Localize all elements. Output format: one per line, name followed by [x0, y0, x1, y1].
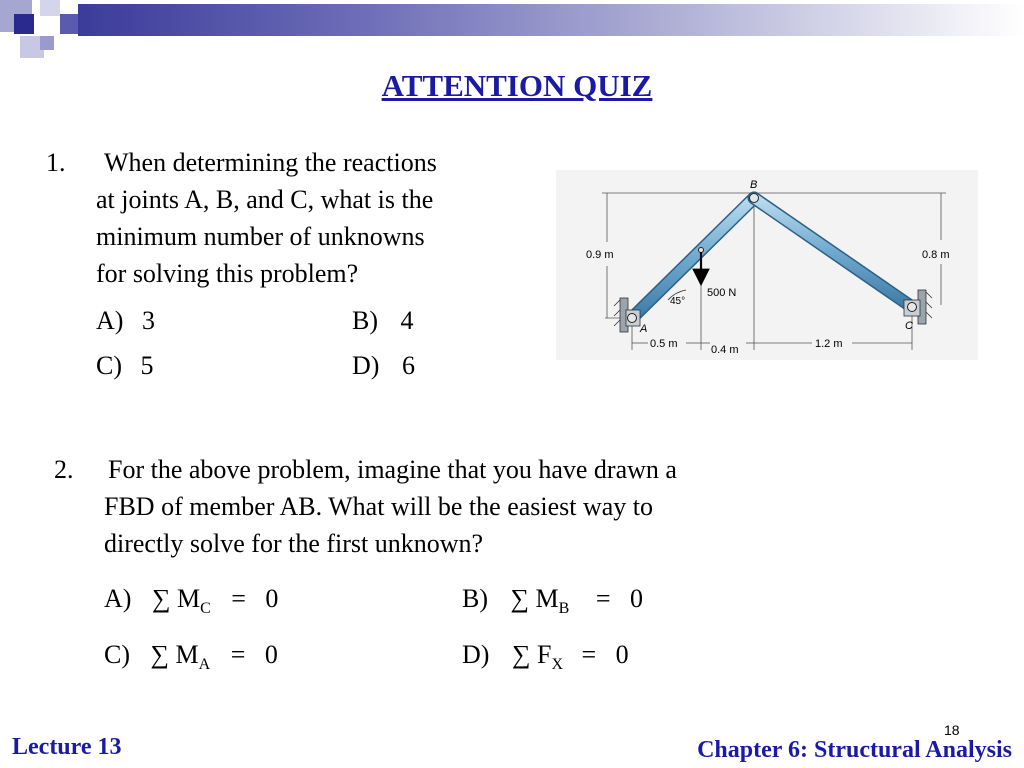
q1-line-4: for solving this problem?	[96, 259, 359, 288]
q2-option-equation: = 0	[581, 640, 629, 669]
label-a: A	[640, 323, 648, 335]
label-dim-12: 1.2 m	[815, 338, 843, 350]
label-dim-05: 0.5 m	[650, 338, 678, 350]
q2-option-letter: C)	[104, 640, 130, 669]
q1-number: 1.	[46, 148, 66, 177]
q2-option-subscript: C	[200, 600, 211, 617]
q2-option-symbol: ∑ F	[511, 640, 552, 669]
q2-line-1: For the above problem, imagine that you have drawn a	[108, 455, 677, 484]
q2-option-b[interactable]	[462, 584, 643, 617]
slide-title: ATTENTION QUIZ	[381, 68, 653, 103]
q2-option-subscript: X	[551, 656, 563, 673]
q1-option-value: 4	[400, 306, 414, 335]
footer-chapter: Chapter 6: Structural Analysis	[697, 737, 1012, 763]
q2-option-letter: B)	[462, 584, 488, 613]
q1-option-c[interactable]	[96, 351, 154, 381]
label-c: C	[905, 320, 913, 332]
footer-lecture: Lecture 13	[12, 734, 122, 760]
q2-option-equation: = 0	[595, 584, 643, 613]
q1-option-letter: B)	[352, 306, 378, 335]
frame-diagram	[552, 165, 982, 365]
label-angle: 45°	[670, 296, 686, 307]
q2-option-subscript: A	[198, 656, 211, 673]
q2-option-letter: A)	[104, 584, 132, 613]
label-height-right: 0.8 m	[922, 249, 950, 261]
q2-option-equation: = 0	[230, 640, 278, 669]
label-height-left: 0.9 m	[586, 249, 614, 261]
q1-option-a[interactable]	[96, 306, 155, 336]
q2-line-2: FBD of member AB. What will be the easiest way to	[104, 492, 654, 521]
q1-line-1: When determining the reactions	[104, 148, 437, 177]
q2-option-letter: D)	[462, 640, 490, 669]
label-dim-04: 0.4 m	[711, 344, 739, 356]
q1-line-3: minimum number of unknowns	[96, 222, 425, 251]
q2-option-symbol: ∑ M	[150, 640, 199, 669]
q2-option-equation: = 0	[231, 584, 279, 613]
q2-option-symbol: ∑ M	[510, 584, 559, 613]
q2-option-symbol: ∑ M	[151, 584, 201, 613]
q2-option-d[interactable]	[462, 640, 629, 673]
q1-line-2: at joints A, B, and C, what is the	[96, 185, 434, 214]
q2-number: 2.	[54, 455, 74, 484]
label-force: 500 N	[707, 287, 737, 299]
page-number: 18	[944, 722, 960, 738]
q1-option-value: 3	[141, 306, 155, 335]
q1-option-letter: C)	[96, 351, 122, 380]
q1-option-value: 5	[140, 351, 154, 380]
q1-option-letter: D)	[352, 351, 380, 380]
q1-option-letter: A)	[96, 306, 124, 335]
q2-option-subscript: B	[558, 600, 570, 617]
q2-option-a[interactable]	[104, 584, 279, 617]
q1-option-d[interactable]	[352, 351, 415, 381]
q1-option-value: 6	[401, 351, 415, 380]
q2-line-3: directly solve for the first unknown?	[104, 529, 484, 558]
q1-option-b[interactable]	[352, 306, 414, 336]
label-b: B	[750, 179, 758, 191]
diagram-background	[556, 170, 978, 360]
q2-option-c[interactable]	[104, 640, 278, 673]
